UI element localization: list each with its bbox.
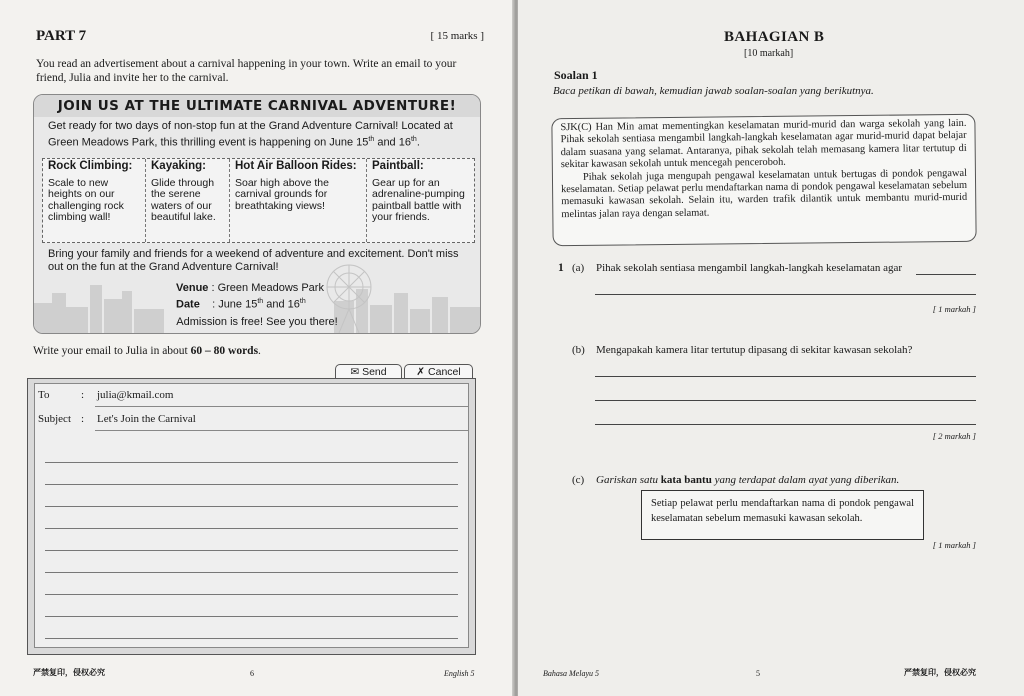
page-number: 5 — [756, 669, 760, 678]
section-title: BAHAGIAN B — [724, 29, 825, 45]
activity-hot-air-balloon: Hot Air Balloon Rides: Soar high above the carnival grounds for breathtaking views! — [230, 159, 367, 242]
carnival-advertisement — [33, 94, 481, 334]
venue-date-block: Venue : Green Meadows Park Date : June 15th and 16th — [176, 282, 324, 311]
send-button[interactable]: ✉ Send — [335, 364, 402, 380]
subject-footer: Bahasa Melayu 5 — [543, 669, 599, 678]
reading-passage: SJK(C) Han Min amat mementingkan keselamatan murid-murid dan warga sekolah yang lain. Pihak sekolah sentiasa mengambil langkah-langkah keselamatan agar murid-murid dapat belajar dalam suasana yang selamat. Antaranya, pihak sekolah telah memasang kamera litar tertutup di sekitar kawasan sekolah untuk mencegah penceroboh. Pihak sekolah juga mengupah pengawal keselamatan untuk bertugas di pondok pengawal keselamatan. Setiap pelawat perlu mendaftarkan nama di pondok pengawal keselamatan sebelum memasuki kawasan sekolah. Selain itu, warden trafik dilantik untuk membantu murid-murid melintas jalan raya dengan selamat. — [551, 114, 976, 246]
email-form — [27, 378, 476, 655]
subject-row: Subject : Let's Join the Carnival — [35, 408, 468, 430]
subject-footer: English 5 — [444, 669, 475, 678]
page-number: 6 — [250, 669, 254, 678]
answer-line[interactable] — [595, 400, 976, 401]
q1b-text: Mengapakah kamera litar tertutup dipasang di sekitar kawasan sekolah? — [596, 344, 913, 356]
q1a-label: (a) — [572, 262, 585, 274]
q1b-marks: [ 2 markah ] — [932, 431, 976, 441]
q1a-marks: [ 1 markah ] — [932, 304, 976, 314]
section-marks: [10 markah] — [744, 48, 794, 59]
q1c-text: Gariskan satu kata bantu yang terdapat dalam ayat yang diberikan. — [596, 474, 900, 486]
answer-line[interactable] — [595, 294, 976, 295]
to-label: To — [38, 389, 50, 401]
activities-table — [42, 158, 475, 243]
activity-paintball: Paintball: Gear up for an adrenaline-pumping paintball battle with your friends. — [372, 160, 465, 223]
envelope-icon: ✉ — [350, 366, 360, 378]
part-title: PART 7 — [36, 28, 87, 44]
activity-rock-climbing: Rock Climbing: Scale to new heights on our challenging rock climbing wall! — [43, 159, 146, 242]
admission-note: Admission is free! See you there! — [176, 316, 338, 328]
ad-intro: Get ready for two days of non-stop fun at the Grand Adventure Carnival! Located at Green Meadows Park, this thrilling event is happening on June 15th and 16th. — [48, 120, 453, 149]
q1c-label: (c) — [572, 474, 585, 486]
answer-line[interactable] — [595, 376, 976, 377]
given-sentence[interactable]: Setiap pelawat perlu mendaftarkan nama di pondok pengawal keselamatan sebelum memasuki kawasan sekolah. — [641, 490, 924, 540]
answer-line[interactable] — [595, 424, 976, 425]
q1b-label: (b) — [572, 344, 585, 356]
email-instruction: Write your email to Julia in about 60 – 80 words. — [33, 345, 261, 357]
part-instruction: You read an advertisement about a carnival happening in your town. Write an email to your friend, Julia and invite her to the carnival. — [36, 58, 457, 84]
question-title: Soalan 1 — [554, 68, 598, 82]
copyright-notice: 严禁复印，侵权必究 — [904, 668, 976, 677]
copyright-notice: 严禁复印，侵权必究 — [33, 668, 105, 677]
subject-field[interactable]: Let's Join the Carnival — [95, 408, 468, 431]
to-field[interactable]: julia@kmail.com — [95, 384, 468, 407]
ad-heading: JOIN US AT THE ULTIMATE CARNIVAL ADVENTURE! — [34, 95, 480, 117]
q1a-text: Pihak sekolah sentiasa mengambil langkah-langkah keselamatan agar — [596, 262, 903, 274]
answer-line[interactable] — [916, 274, 976, 275]
subject-label: Subject — [38, 413, 71, 425]
right-page — [518, 0, 1024, 696]
ad-call-to-action: Bring your family and friends for a weekend of adventure and excitement. Don't miss out on the fun at the Grand Adventure Carnival! — [48, 248, 459, 273]
email-body — [34, 383, 469, 648]
close-icon: ✗ — [416, 366, 426, 378]
to-row: To : julia@kmail.com — [35, 384, 468, 406]
q1c-marks: [ 1 markah ] — [932, 540, 976, 550]
cancel-button[interactable]: ✗ Cancel — [404, 364, 473, 380]
question-instruction: Baca petikan di bawah, kemudian jawab soalan-soalan yang berikutnya. — [553, 85, 874, 97]
question-number: 1 — [558, 262, 564, 274]
part-marks: [ 15 marks ] — [430, 30, 484, 42]
activity-kayaking: Kayaking: Glide through the serene waters of our beautiful lake. — [146, 159, 230, 242]
